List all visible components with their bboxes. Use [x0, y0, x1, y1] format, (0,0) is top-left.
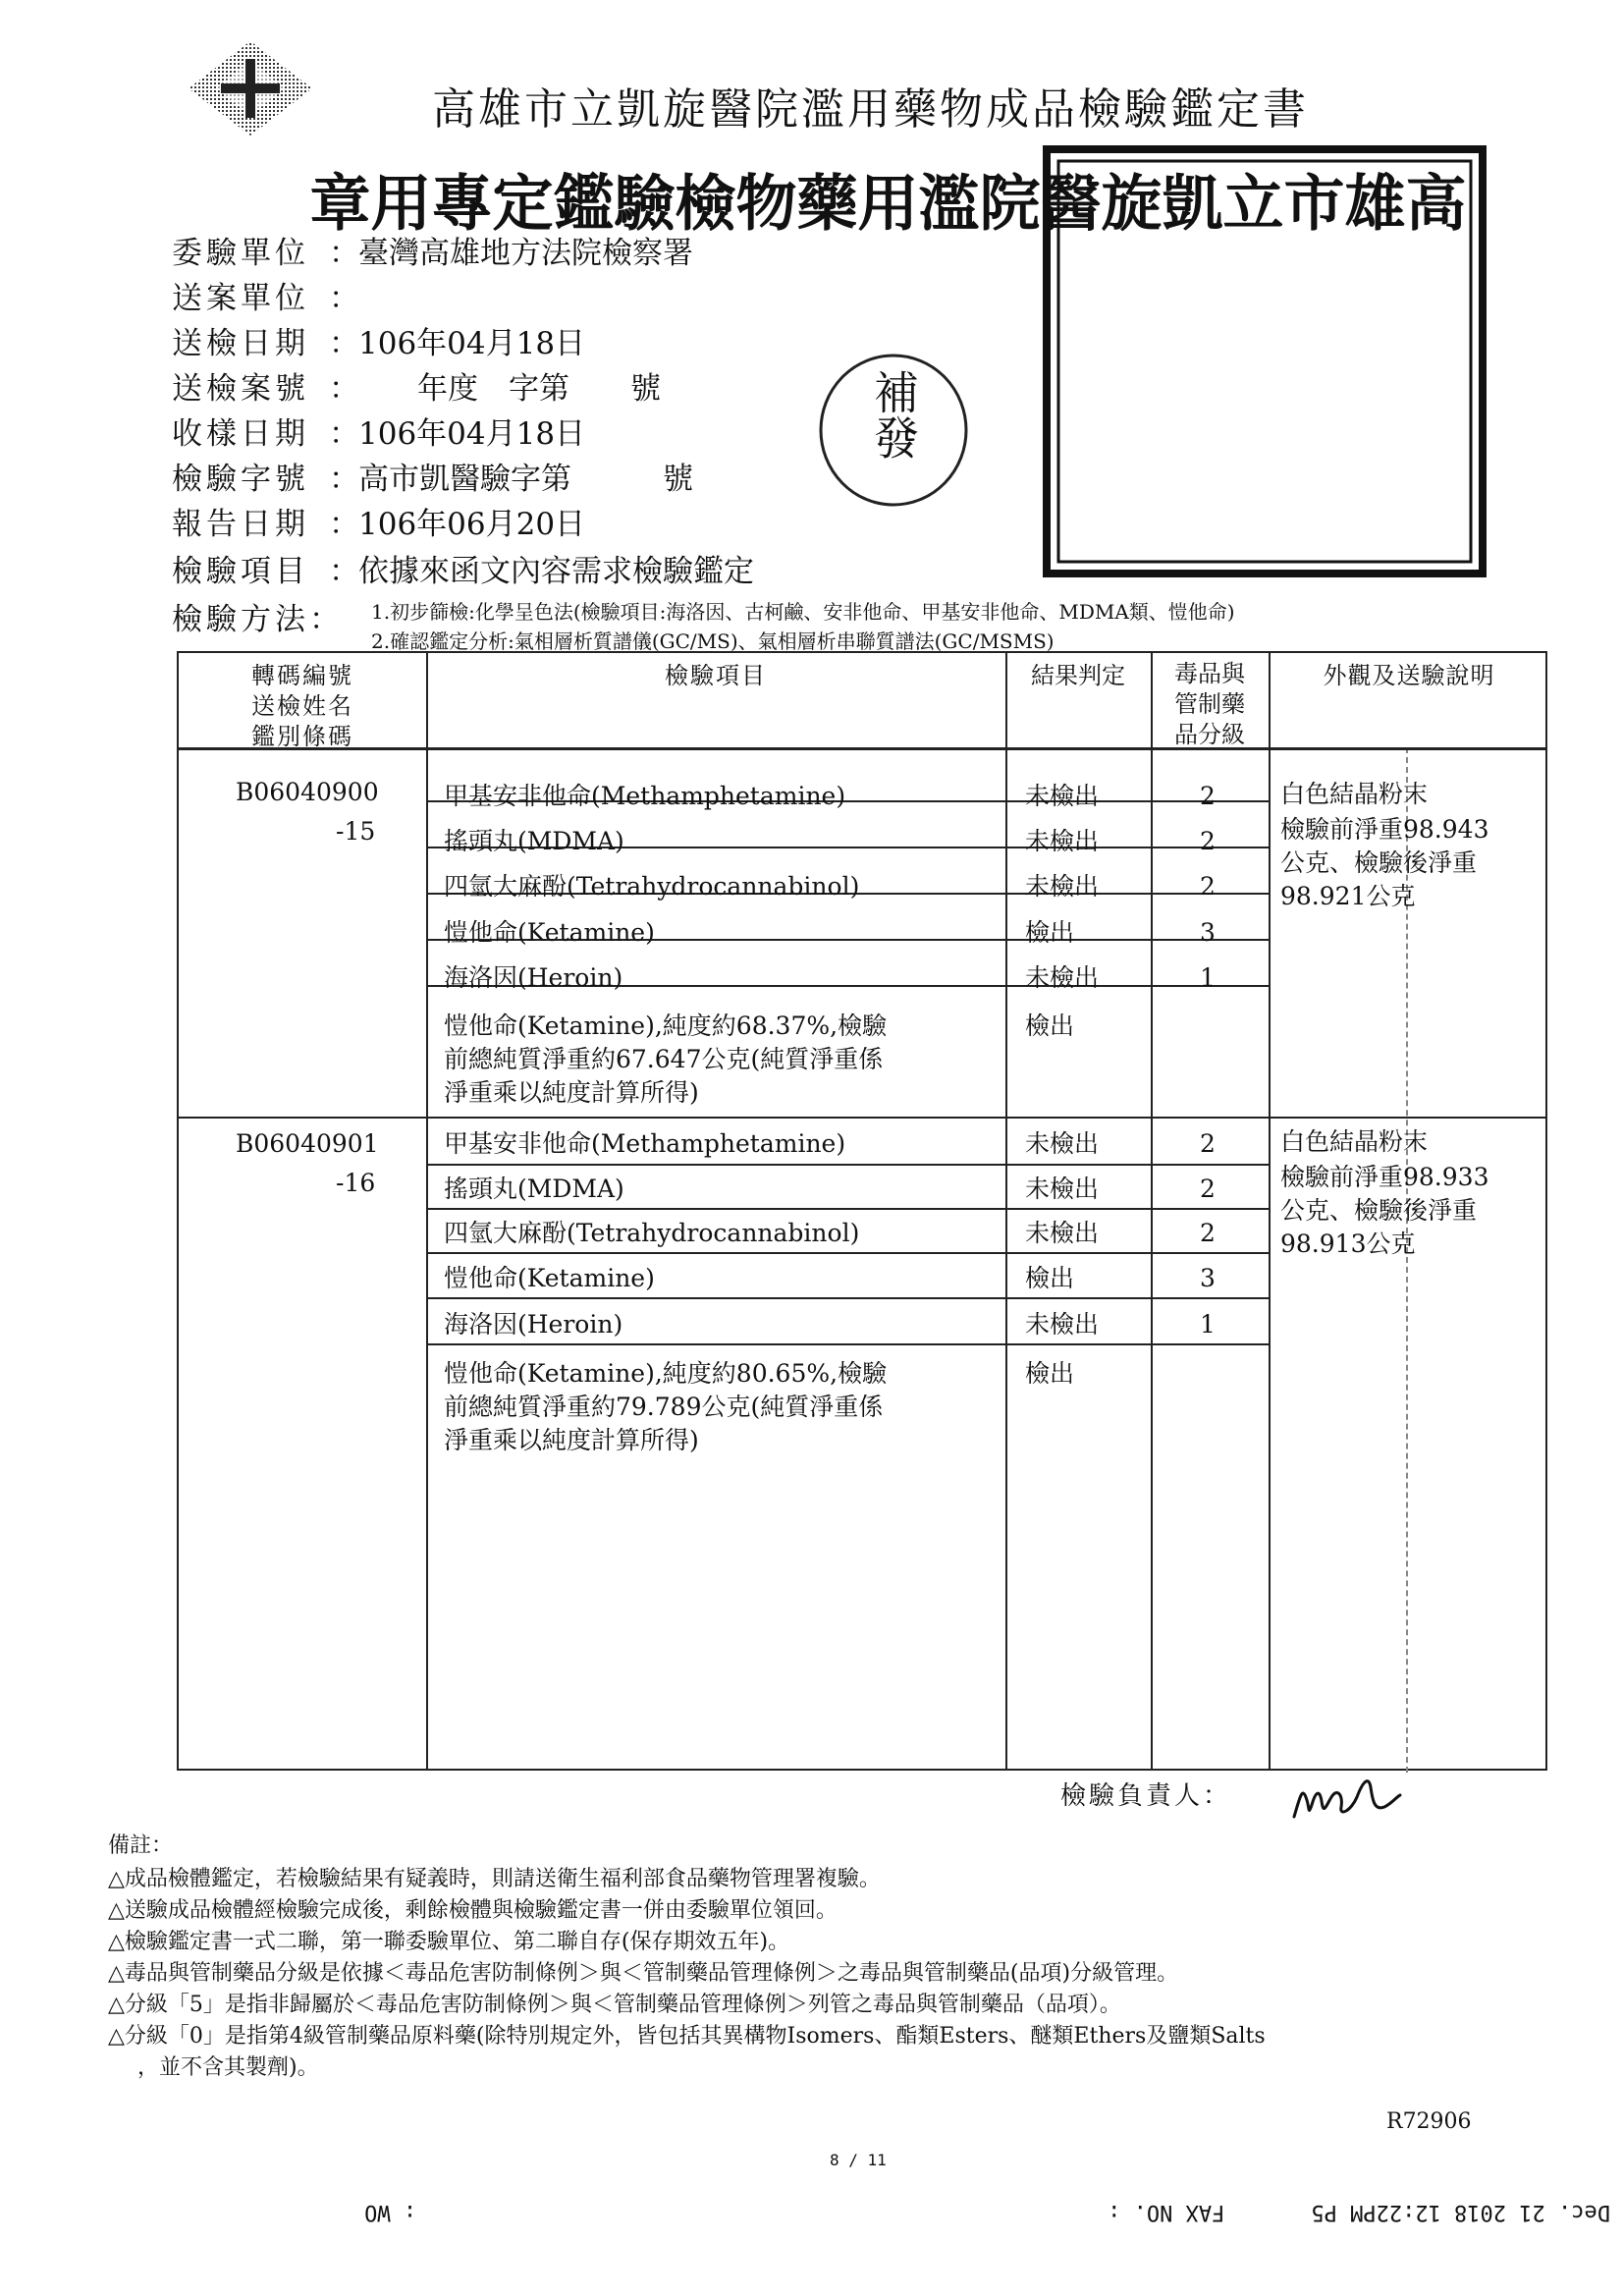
result-value: 未檢出 — [1025, 827, 1100, 855]
result-value: 未檢出 — [1025, 1175, 1100, 1203]
fax-footer: Dec. 21 2018 12:22PM P5 FAX NO. : : WO — [364, 2200, 1610, 2224]
hospital-emblem-icon — [187, 39, 314, 137]
item-name: 愷他命(Ketamine) — [444, 1264, 655, 1292]
field-label: 檢驗項目 — [172, 554, 309, 589]
purity-line: 愷他命(Ketamine),純度約80.65%,檢驗 — [444, 1359, 888, 1388]
item-name: 搖頭丸(MDMA) — [444, 827, 624, 855]
field-label: 送檢日期 — [172, 326, 309, 361]
item-name: 海洛因(Heroin) — [444, 1310, 623, 1339]
result-value: 未檢出 — [1025, 963, 1100, 992]
note-line: 98.921公克 — [1280, 882, 1416, 910]
class-value: 3 — [1200, 1264, 1216, 1292]
header-note: 外觀及送驗說明 — [1323, 662, 1495, 689]
note-line: 白色結晶粉末 — [1280, 780, 1429, 808]
field-inspection-item: 檢驗項目 ：依據來函文內容需求檢驗鑑定 — [172, 546, 754, 590]
note-item: △檢驗鑑定書一式二聯，第一聯委驗單位、第二聯自存(保存期效五年)。 — [108, 1930, 790, 1954]
signature-icon — [1286, 1768, 1404, 1827]
field-inspection-number: 檢驗字號 ：高市凱醫驗字第 號 — [172, 454, 693, 498]
field-value: 106年04月18日 — [358, 416, 586, 452]
item-name: 海洛因(Heroin) — [444, 963, 623, 992]
field-label: 委驗單位 — [172, 236, 309, 271]
header-id-line: 鑑別條碼 — [251, 723, 353, 751]
results-table — [177, 651, 1547, 1771]
reissue-stamp — [815, 352, 972, 509]
document-code: R72906 — [1386, 2109, 1472, 2134]
method-line-2: 2.確認鑑定分析:氣相層析質譜儀(GC/MS)、氣相層析串聯質譜法(GC/MSMS) — [371, 629, 1055, 653]
sample-id-suffix: -16 — [336, 1169, 376, 1197]
field-label: 收樣日期 — [172, 416, 309, 452]
result-value: 檢出 — [1025, 918, 1075, 947]
note-item: △毒品與管制藥品分級是依據＜毒品危害防制條例＞與＜管制藥品管理條例＞之毒品與管制藥品(品項)分級管理。 — [108, 1961, 1179, 1986]
header-id-line: 送檢姓名 — [251, 692, 353, 721]
note-line: 檢驗前淨重98.933 — [1280, 1163, 1489, 1191]
field-label: 送檢案號 — [172, 371, 309, 407]
header-class-line: 品分級 — [1174, 721, 1245, 749]
field-commissioning-unit: 委驗單位 ：臺灣高雄地方法院檢察署 — [172, 228, 693, 272]
field-value: 臺灣高雄地方法院檢察署 — [358, 236, 693, 271]
notes-title: 備註： — [108, 1833, 174, 1858]
header-class — [1151, 659, 1269, 751]
signer-label: 檢驗負責人： — [1060, 1781, 1232, 1811]
purity-line: 淨重乘以純度計算所得) — [444, 1426, 699, 1454]
field-value: 106年04月18日 — [358, 326, 586, 361]
document-title: 高雄市立凱旋醫院濫用藥物成品檢驗鑑定書 — [432, 84, 1309, 135]
class-value: 2 — [1200, 782, 1216, 810]
class-value: 2 — [1200, 827, 1216, 855]
class-value: 2 — [1200, 1129, 1216, 1158]
result-value: 檢出 — [1025, 1264, 1075, 1292]
purity-result: 檢出 — [1025, 1359, 1075, 1388]
class-value: 2 — [1200, 1175, 1216, 1203]
sample-id: B06040900 — [236, 778, 379, 806]
result-value: 未檢出 — [1025, 1129, 1100, 1158]
sample-id: B06040901 — [236, 1129, 379, 1158]
note-line: 公克、檢驗後淨重 — [1280, 1196, 1478, 1225]
note-line: 檢驗前淨重98.943 — [1280, 815, 1489, 844]
purity-line: 愷他命(Ketamine),純度約68.37%,檢驗 — [444, 1011, 888, 1040]
purity-line: 前總純質淨重約67.647公克(純質淨重係 — [444, 1045, 884, 1073]
field-submission-date: 送檢日期 ：106年04月18日 — [172, 318, 585, 362]
item-name: 愷他命(Ketamine) — [444, 918, 655, 947]
field-value: 高市凱醫驗字第 號 — [358, 462, 693, 497]
result-value: 未檢出 — [1025, 872, 1100, 901]
purity-result: 檢出 — [1025, 1011, 1075, 1040]
header-class-line: 毒品與 — [1174, 660, 1245, 687]
header-id-line: 轉碼編號 — [251, 662, 353, 689]
field-sending-unit: 送案單位 ： — [172, 273, 358, 317]
note-item: △送驗成品檢體經檢驗完成後，剩餘檢體與檢驗鑑定書一併由委驗單位領回。 — [108, 1898, 838, 1923]
page-number: 8 / 11 — [830, 2151, 887, 2169]
item-name: 四氫大麻酚(Tetrahydrocannabinol) — [444, 1219, 860, 1247]
note-item: △分級「0」是指第4級管制藥品原料藥(除特別規定外，皆包括其異構物Isomers、酯類Esters、醚類Ethers及鹽類Salts — [108, 2024, 1266, 2049]
class-value: 2 — [1200, 872, 1216, 901]
class-value: 1 — [1200, 963, 1216, 992]
field-value: 年度 字第 號 — [417, 371, 661, 407]
note-item: △成品檢體鑑定，若檢驗結果有疑義時，則請送衛生福利部食品藥物管理署複驗。 — [108, 1867, 881, 1891]
header-class-line: 管制藥 — [1174, 690, 1245, 719]
field-label: 送案單位 — [172, 281, 309, 316]
note-item: △分級「5」是指非歸屬於＜毒品危害防制條例＞與＜管制藥品管理條例＞列管之毒品與管制藥品（品項）。 — [108, 1993, 1121, 2017]
field-value: 依據來函文內容需求檢驗鑑定 — [358, 554, 754, 589]
header-id — [179, 661, 426, 753]
field-case-number: 送檢案號 ： 年度 字第 號 — [172, 363, 661, 408]
sample-id-suffix: -15 — [336, 817, 376, 846]
field-receipt-date: 收樣日期 ：106年04月18日 — [172, 409, 585, 453]
result-value: 未檢出 — [1025, 782, 1100, 810]
note-line: 公克、檢驗後淨重 — [1280, 848, 1478, 877]
note-line: 白色結晶粉末 — [1280, 1127, 1429, 1156]
stamp-text: 補發 — [867, 369, 920, 460]
class-value: 2 — [1200, 1219, 1216, 1247]
note-line: 98.913公克 — [1280, 1230, 1416, 1258]
note-item: ，並不含其製劑)。 — [137, 2055, 319, 2080]
item-name: 甲基安非他命(Methamphetamine) — [444, 782, 846, 810]
method-label: 檢驗方法： — [172, 602, 344, 637]
header-item: 檢驗項目 — [665, 662, 767, 689]
header-result: 結果判定 — [1031, 662, 1125, 689]
result-value: 未檢出 — [1025, 1310, 1100, 1339]
field-label: 報告日期 — [172, 507, 309, 542]
class-value: 1 — [1200, 1310, 1216, 1339]
item-name: 甲基安非他命(Methamphetamine) — [444, 1129, 846, 1158]
result-value: 未檢出 — [1025, 1219, 1100, 1247]
class-value: 3 — [1200, 918, 1216, 947]
method-line-1: 1.初步篩檢:化學呈色法(檢驗項目:海洛因、古柯鹼、安非他命、甲基安非他命、MDMA類、愷他命) — [371, 600, 1235, 624]
purity-line: 淨重乘以純度計算所得) — [444, 1078, 699, 1107]
item-name: 搖頭丸(MDMA) — [444, 1175, 624, 1203]
field-value: 106年06月20日 — [358, 507, 586, 542]
purity-line: 前總純質淨重約79.789公克(純質淨重係 — [444, 1393, 884, 1421]
field-report-date: 報告日期 ：106年06月20日 — [172, 499, 585, 543]
item-name: 四氫大麻酚(Tetrahydrocannabinol) — [444, 872, 860, 901]
seal-text: 高雄市立凱旋醫院濫用藥物檢驗鑑定專用章 — [299, 171, 1467, 232]
field-label: 檢驗字號 — [172, 462, 309, 497]
